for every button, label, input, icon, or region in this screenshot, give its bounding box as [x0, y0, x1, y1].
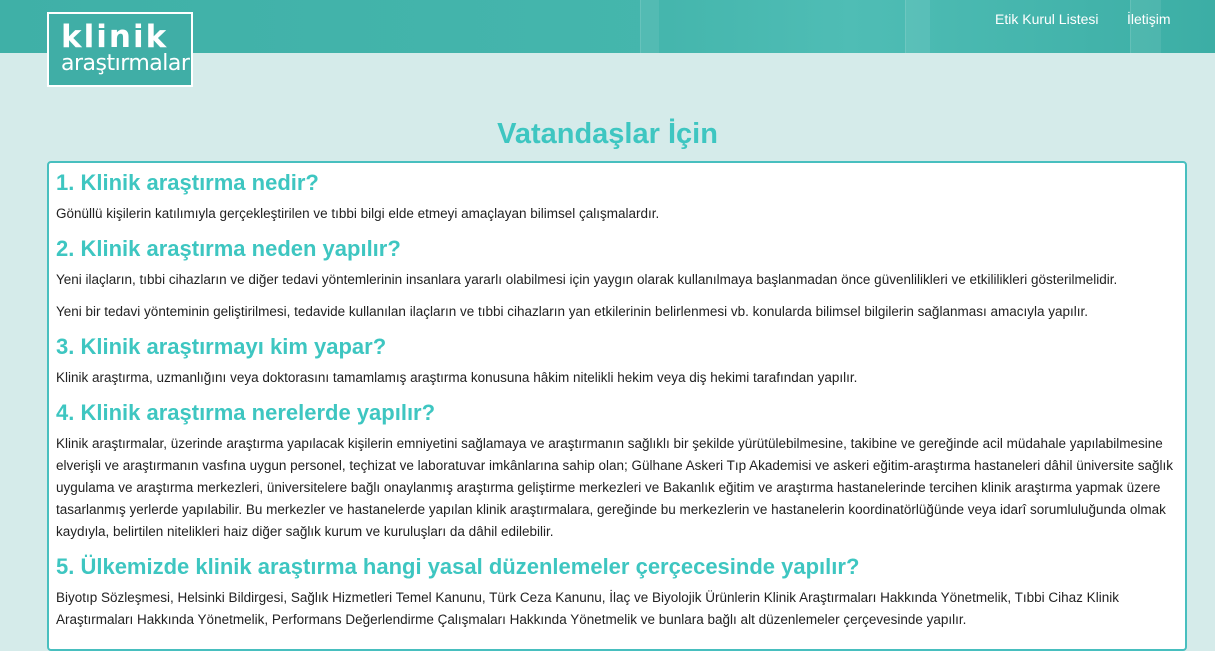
section-paragraph: Yeni bir tedavi yönteminin geliştirilmesi, tedavide kullanılan ilaçların ve tıbbi cihazların yan etkilerinin belirlenmesi vb. konularda bilimsel bilgilerin sağlanması amacıyla yapılır. [56, 304, 1088, 319]
header-decoration [905, 0, 930, 53]
section-heading: 3. Klinik araştırmayı kim yapar? [56, 334, 387, 359]
section-paragraph: Klinik araştırmalar, üzerinde araştırma yapılacak kişilerin emniyetini sağlamaya ve araştırmanın sağlıklı bir şekilde yürütülebilmesine, takibine ve gereğinde acil müdahale yapılabilmesine elverişli ve araştırmanın vasfına uygun personel, teçhizat ve laboratuvar imkânlarına sahip olan; Gülhane Askeri Tıp Akademisi ve askeri eğitim-araştırma hastaneleri dâhil üniversite sağlık uygulama ve araştırma merkezleri, üniversitelere bağlı onaylanmış araştırma geliştirme merkezleri ve Bakanlık eğitim ve araştırma hastanelerinde tercihen klinik araştırma yapmak üzere tasarlanmış yerlerde yapılabilir. Bu merkezler ve hastanelerde yapılan klinik araştırmalara, gereğinde bu merkezlerin ve hastanelerin koordinatörlüğünde veya idarî sorumluluğunda olmak kaydıyla, belirtilen nitelikleri haiz diğer sağlık kurum ve kuruluşları da dâhil edilebilir. [56, 436, 1174, 539]
logo-text-klinik: klinik [61, 19, 169, 55]
page-title: Vatandaşlar İçin [497, 118, 718, 150]
section-paragraph: Klinik araştırma, uzmanlığını veya doktorasını tamamlamış araştırma konusuna hâkim nitelikli hekim veya diş hekimi tarafından yapılır. [56, 370, 858, 385]
faq-content-panel [47, 161, 1187, 651]
section-heading: 2. Klinik araştırma neden yapılır? [56, 236, 401, 261]
section-paragraph: Biyotıp Sözleşmesi, Helsinki Bildirgesi, Sağlık Hizmetleri Temel Kanunu, Türk Ceza Kanunu, İlaç ve Biyolojik Ürünlerin Klinik Araştırmaları Hakkında Yönetmelik, Tıbbi Cihaz Klinik Araştırmaları Hakkında Yönetmelik, Performans Değerlendirme Çalışmaları Hakkında Yönetmelik ve bunlara bağlı alt düzenlemeler çerçevesinde yapılır. [56, 590, 1119, 627]
section-heading: 1. Klinik araştırma nedir? [56, 170, 319, 195]
section-heading: 4. Klinik araştırma nerelerde yapılır? [56, 400, 436, 425]
site-logo[interactable] [47, 12, 193, 87]
header-decoration [640, 0, 659, 53]
section-heading: 5. Ülkemizde klinik araştırma hangi yasal düzenlemeler çerçecesinde yapılır? [56, 554, 860, 579]
section-paragraph: Gönüllü kişilerin katılımıyla gerçekleştirilen ve tıbbi bilgi elde etmeyi amaçlayan bilimsel çalışmalardır. [56, 206, 660, 221]
logo-text-arastirmalar: araştırmalar [61, 51, 190, 76]
nav-link-ethics-committee-list[interactable]: Etik Kurul Listesi [995, 11, 1099, 27]
section-paragraph: Yeni ilaçların, tıbbi cihazların ve diğer tedavi yöntemlerinin insanlara yararlı olabilmesi için yaygın olarak kullanılmaya başlanmadan önce güvenlilikleri ve etkililikleri gösterilmelidir. [56, 272, 1118, 287]
nav-link-contact[interactable]: İletişim [1127, 11, 1171, 27]
